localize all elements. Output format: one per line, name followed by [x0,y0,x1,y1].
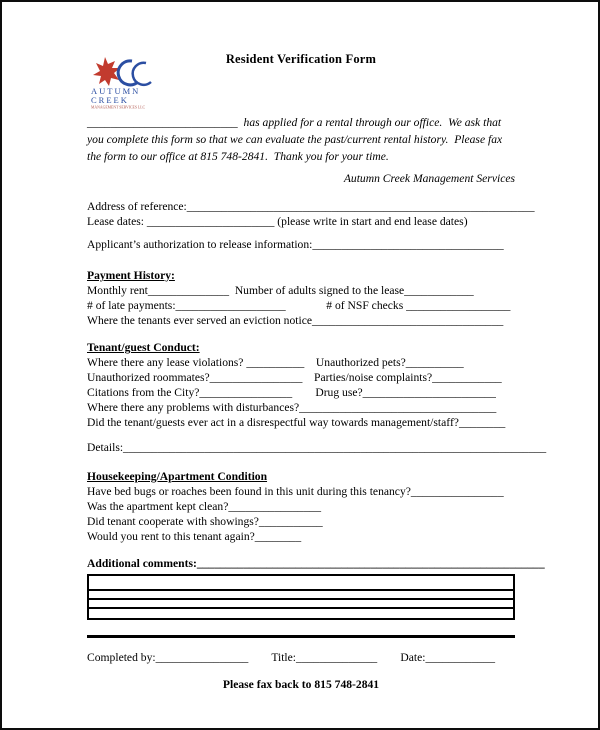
additional-comments-box [87,574,515,620]
tenant-conduct-heading: Tenant/guest Conduct: [87,341,200,354]
disrespectful-line: Did the tenant/guests ever act in a disrespectful way towards management/staff?________ [87,416,506,429]
unauthorized-roommates-line: Unauthorized roommates?________________ Parties/noise complaints?____________ [87,371,502,384]
apartment-clean-line: Was the apartment kept clean?________________ [87,500,322,513]
form-title: Resident Verification Form [225,52,377,66]
lease-violations-line: Where there any lease violations? __________ Unauthorized pets?__________ [87,356,464,369]
eviction-notice-line: Where the tenants ever served an eviction notice_________________________________ [87,314,504,327]
bed-bugs-line: Have bed bugs or roaches been found in this unit during this tenancy?________________ [87,485,504,498]
monthly-rent-line: Monthly rent______________ Number of adults signed to the lease____________ [87,284,474,297]
address-of-reference-line: Address of reference:____________________________________________________________ [87,200,535,213]
citations-drug-use-line: Citations from the City?________________ Drug use?_______________________ [87,386,496,399]
logo-word-creek: CREEK [91,95,129,105]
late-payments-line: # of late payments:___________________ # of NSF checks __________________ [87,299,511,312]
comments-row [89,607,513,618]
payment-history-heading: Payment History: [87,269,175,282]
fax-note: Please fax back to 815 748-2841 [222,677,380,691]
org-signature: Autumn Creek Management Services [343,172,515,185]
logo-tagline: MANAGEMENT SERVICES LLC [91,105,146,110]
form-content [87,52,547,691]
logo-word-autumn: AUTUMN [91,86,141,96]
showings-line: Did tenant cooperate with showings?___________ [87,515,323,528]
authorization-line: Applicant’s authorization to release information:_________________________________ [87,238,504,251]
rent-again-line: Would you rent to this tenant again?________ [87,530,302,543]
comments-row [89,589,513,598]
divider-rule [87,635,515,638]
intro-paragraph: __________________________ has applied for a rental through our office. We ask that you complete this form so that we can evaluate the past/current rental history. Please fax the form to our office at 815 748-2841. Thank you for your time. [87,116,506,163]
housekeeping-heading: Housekeeping/Apartment Condition [87,470,268,483]
details-line: Details:_________________________________________________________________________ [87,441,547,454]
comments-row [89,576,513,589]
additional-comments-label: Additional comments:____________________________________________________________ [87,557,545,570]
comments-row [89,598,513,607]
lease-dates-line: Lease dates: ______________________ (please write in start and end lease dates) [87,215,468,228]
disturbances-line: Where there any problems with disturbances?__________________________________ [87,401,497,414]
signoff-line: Completed by:________________ Title:______________ Date:____________ [87,650,496,664]
